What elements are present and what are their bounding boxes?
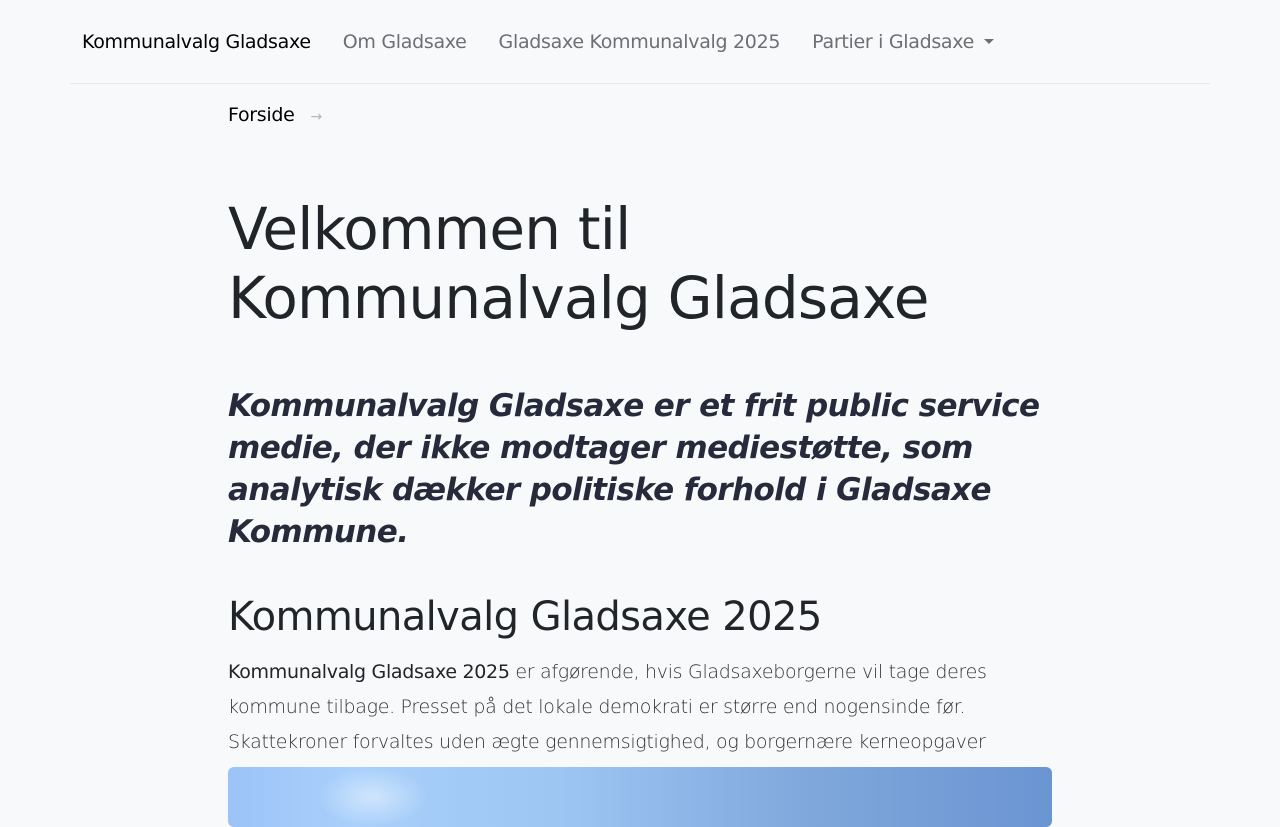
intro-strong-text: Kommunalvalg Gladsaxe 2025 — [228, 661, 510, 683]
main-content — [228, 195, 1052, 795]
page-title: Velkommen til Kommunalvalg Gladsaxe — [228, 195, 929, 332]
top-navbar — [70, 0, 1210, 84]
caret-down-icon — [984, 39, 994, 44]
intro-body-text: er afgørende, hvis Gladsaxeborgerne vil tage deres kommune tilbage. Presset på det lokale demokrati er større end nogensinde før. Skattekroner forvaltes uden ægte gennemsigtighed, og borgernære kerneopgaver — [228, 661, 987, 753]
breadcrumb-home-link[interactable]: Forside — [228, 104, 295, 126]
breadcrumb — [228, 104, 322, 126]
section-heading: Kommunalvalg Gladsaxe 2025 — [228, 594, 822, 640]
arrow-right-icon: → — [310, 109, 322, 125]
nav-om-gladsaxe[interactable]: Om Gladsaxe — [342, 30, 467, 53]
hero-image — [228, 767, 1052, 827]
lead-paragraph: Kommunalvalg Gladsaxe er et frit public service medie, der ikke modtager mediestøtte, som analytisk dækker politiske forhold i Gladsaxe Kommune. — [228, 388, 1040, 550]
nav-partier-dropdown[interactable] — [812, 31, 994, 53]
nav-kommunalvalg-2025[interactable]: Gladsaxe Kommunalvalg 2025 — [498, 30, 781, 53]
brand-link[interactable]: Kommunalvalg Gladsaxe — [82, 30, 311, 53]
hero-image-highlight — [318, 767, 428, 827]
nav-partier-label: Partier i Gladsaxe — [812, 30, 975, 53]
